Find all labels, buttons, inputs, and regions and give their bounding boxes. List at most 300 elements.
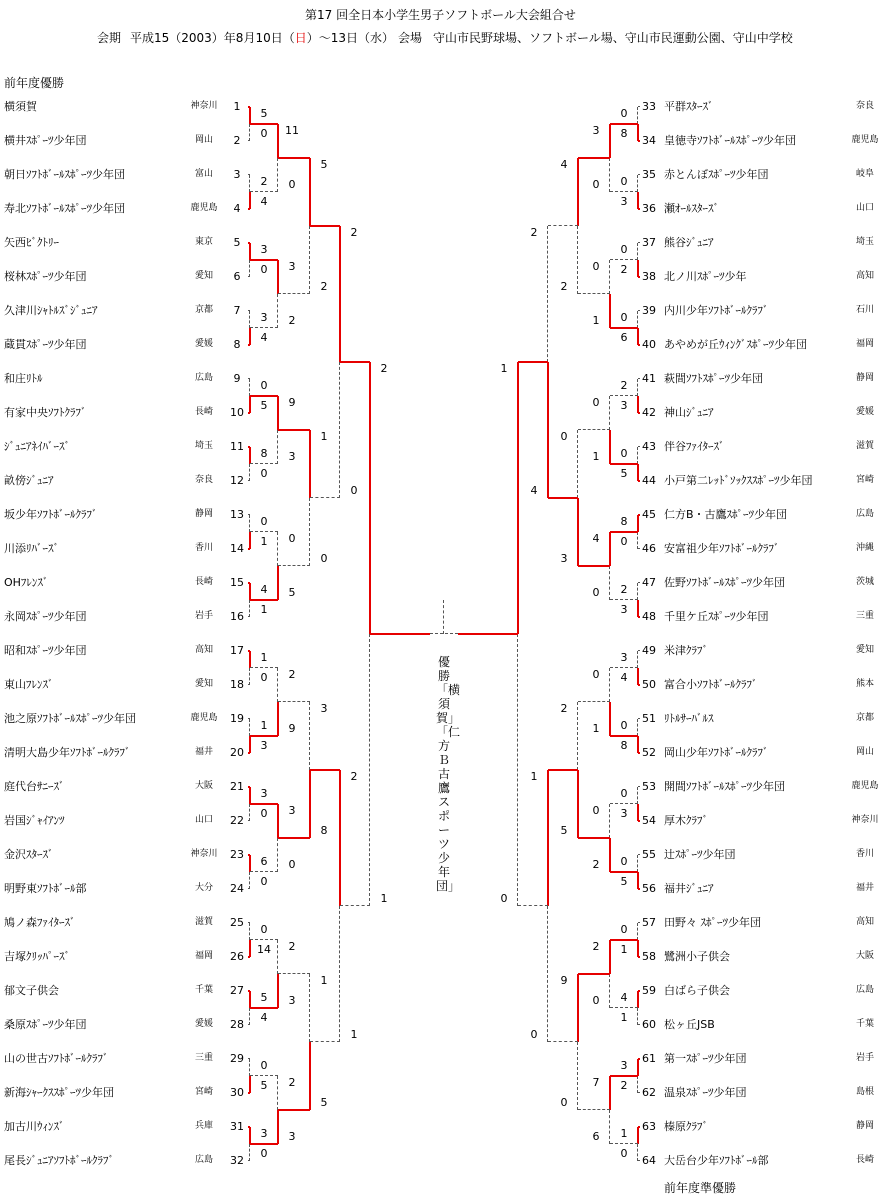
loser-line <box>609 396 610 430</box>
loser-line <box>610 599 638 600</box>
team-name: 山の世古ｿﾌﾄﾎﾞｰﾙｸﾗﾌﾞ <box>4 1052 109 1065</box>
team-prefecture: 静岡 <box>855 373 874 383</box>
team-name: 池之原ｿﾌﾄﾎﾞｰﾙｽﾎﾟｰﾂ少年団 <box>4 712 136 725</box>
team-prefecture: 広島 <box>194 1155 213 1165</box>
team-prefecture: 福岡 <box>194 951 213 961</box>
winner-line <box>637 668 639 685</box>
score: 0 <box>620 923 628 936</box>
team-number: 8 <box>233 338 241 351</box>
score: 4 <box>260 195 268 208</box>
team-name: 温泉ｽﾎﾟｰﾂ少年団 <box>664 1086 747 1099</box>
team-name: 鷺洲小子供会 <box>664 950 730 963</box>
venue-label: 会場 <box>398 31 423 45</box>
team-prefecture: 三重 <box>855 611 874 621</box>
team-name: 大岳台少年ｿﾌﾄﾎﾞｰﾙ部 <box>664 1154 769 1167</box>
score: 0 <box>260 807 268 820</box>
team-prefecture: 奈良 <box>855 101 874 111</box>
team-number: 3 <box>233 168 241 181</box>
loser-line <box>278 973 310 974</box>
loser-line <box>277 158 278 192</box>
winner-line <box>277 1110 279 1144</box>
score: 4 <box>260 331 268 344</box>
team-prefecture: 長崎 <box>855 1155 874 1165</box>
winner-line <box>610 735 638 737</box>
score: 2 <box>592 858 600 871</box>
team-number: 55 <box>642 848 656 861</box>
score: 0 <box>620 535 628 548</box>
team-number: 44 <box>642 474 656 487</box>
score: 1 <box>350 1028 358 1041</box>
team-number: 1 <box>233 100 241 113</box>
score: 0 <box>560 1096 568 1109</box>
loser-line <box>277 430 278 464</box>
winner-line <box>249 328 251 345</box>
score: 0 <box>560 430 568 443</box>
winner-line <box>370 633 430 635</box>
winner-line <box>637 464 639 481</box>
team-number: 2 <box>233 134 241 147</box>
winner-line <box>578 837 610 839</box>
loser-line <box>249 668 250 685</box>
loser-line <box>638 854 640 855</box>
team-number: 5 <box>233 236 241 249</box>
team-name: 鳩ノ森ﾌｧｲﾀｰｽﾞ <box>4 916 76 929</box>
score: 1 <box>320 974 328 987</box>
score: 0 <box>288 178 296 191</box>
winner-line <box>637 804 639 821</box>
score: 2 <box>620 1079 628 1092</box>
team-prefecture: 滋賀 <box>194 917 213 927</box>
loser-line <box>638 650 640 651</box>
team-name: 岩国ｼﾞｬｲｱﾝﾂ <box>4 814 65 827</box>
score: 0 <box>288 858 296 871</box>
score: 1 <box>620 943 628 956</box>
team-number: 52 <box>642 746 656 759</box>
team-name: 佐野ｿﾌﾄﾎﾞｰﾙｽﾎﾟｰﾂ少年団 <box>664 576 785 589</box>
sunday-mark: 日 <box>294 31 307 45</box>
winner-line <box>339 226 341 362</box>
score: 3 <box>260 311 268 324</box>
score: 4 <box>620 671 628 684</box>
loser-line <box>250 531 278 532</box>
score: 1 <box>620 1011 628 1024</box>
team-number: 45 <box>642 508 656 521</box>
winner-line <box>249 991 251 1008</box>
loser-line <box>638 1024 640 1025</box>
period-label: 会期 <box>97 31 122 45</box>
team-number: 16 <box>230 610 244 623</box>
score: 0 <box>260 1147 268 1160</box>
score: 0 <box>592 668 600 681</box>
loser-line <box>638 378 640 379</box>
winner-line <box>577 158 579 226</box>
team-number: 25 <box>230 916 244 929</box>
loser-line <box>278 293 310 294</box>
loser-line <box>577 226 578 294</box>
loser-line <box>609 1110 610 1144</box>
winner-line <box>249 855 251 872</box>
winner-line <box>637 124 639 141</box>
loser-line <box>339 362 340 498</box>
winner-line <box>249 396 251 413</box>
team-name: 白ばら子供会 <box>664 984 730 997</box>
winner-line <box>637 1059 639 1076</box>
winner-line <box>610 871 638 873</box>
loser-line <box>637 379 638 396</box>
loser-line <box>249 923 250 940</box>
team-name: 平群ｽﾀｰｽﾞ <box>664 100 714 113</box>
loser-line <box>637 447 638 464</box>
loser-line <box>637 107 638 124</box>
loser-line <box>637 787 638 804</box>
team-number: 32 <box>230 1154 244 1167</box>
team-number: 47 <box>642 576 656 589</box>
score: 3 <box>260 1127 268 1140</box>
score: 8 <box>260 447 268 460</box>
team-prefecture: 広島 <box>855 985 874 995</box>
team-number: 59 <box>642 984 656 997</box>
team-prefecture: 岩手 <box>194 611 213 621</box>
loser-line <box>610 191 638 192</box>
team-number: 37 <box>642 236 656 249</box>
team-prefecture: 沖縄 <box>855 543 874 553</box>
team-prefecture: 富山 <box>194 169 213 179</box>
loser-line <box>249 600 250 617</box>
winner-line <box>609 124 611 158</box>
winner-line <box>249 787 251 804</box>
team-number: 54 <box>642 814 656 827</box>
loser-line <box>610 259 638 260</box>
loser-line <box>637 243 638 260</box>
team-prefecture: 鹿児島 <box>851 781 879 791</box>
score: 2 <box>560 702 568 715</box>
loser-line <box>278 701 310 702</box>
team-number: 17 <box>230 644 244 657</box>
team-prefecture: 愛知 <box>194 271 213 281</box>
score: 0 <box>592 178 600 191</box>
team-number: 4 <box>233 202 241 215</box>
loser-line <box>250 1075 278 1076</box>
score: 5 <box>560 824 568 837</box>
score: 3 <box>620 399 628 412</box>
team-prefecture: 岐阜 <box>855 169 874 179</box>
loser-line <box>578 293 610 294</box>
loser-line <box>277 838 278 872</box>
score: 0 <box>620 447 628 460</box>
team-number: 61 <box>642 1052 656 1065</box>
team-prefecture: 宮崎 <box>194 1087 213 1097</box>
team-name: 矢西ﾋﾞｸﾄﾘｰ <box>4 236 59 249</box>
score: 1 <box>500 362 508 375</box>
score: 9 <box>560 974 568 987</box>
team-number: 21 <box>230 780 244 793</box>
winner-line <box>637 260 639 277</box>
team-number: 13 <box>230 508 244 521</box>
winner-line <box>340 361 370 363</box>
winner-line <box>609 1076 611 1110</box>
score: 5 <box>260 1079 268 1092</box>
loser-line <box>249 175 250 192</box>
team-number: 41 <box>642 372 656 385</box>
loser-line <box>609 668 610 702</box>
loser-line <box>249 124 250 141</box>
loser-line <box>278 565 310 566</box>
score: 2 <box>620 263 628 276</box>
team-prefecture: 宮崎 <box>855 475 874 485</box>
team-name: 清明大島少年ｿﾌﾄﾎﾞｰﾙｸﾗﾌﾞ <box>4 746 131 759</box>
score: 0 <box>350 484 358 497</box>
team-name: 厚木ｸﾗﾌﾞ <box>664 814 708 827</box>
winner-line <box>547 770 549 906</box>
loser-line <box>637 175 638 192</box>
team-prefecture: 愛媛 <box>194 1019 213 1029</box>
score: 0 <box>620 719 628 732</box>
team-name: 桑原ｽﾎﾟｰﾂ少年団 <box>4 1018 87 1031</box>
loser-line <box>578 701 610 702</box>
loser-line <box>249 1059 250 1076</box>
team-prefecture: 高知 <box>855 917 874 927</box>
team-prefecture: 東京 <box>194 237 213 247</box>
team-name: 吉塚ｸﾘｯﾊﾟｰｽﾞ <box>4 950 70 963</box>
loser-line <box>277 532 278 566</box>
team-name: 郁文子供会 <box>4 984 59 997</box>
winner-line <box>609 838 611 872</box>
team-number: 15 <box>230 576 244 589</box>
score: 3 <box>620 195 628 208</box>
team-name: 萩間ｿﾌﾄｽﾎﾟｰﾂ少年団 <box>664 372 763 385</box>
team-prefecture: 千葉 <box>855 1019 874 1029</box>
loser-line <box>250 871 278 872</box>
winner-line <box>518 361 548 363</box>
winner-line <box>277 124 279 158</box>
score: 2 <box>530 226 538 239</box>
team-prefecture: 岡山 <box>855 747 874 757</box>
team-name: 横井ｽﾎﾟｰﾂ少年団 <box>4 134 87 147</box>
team-number: 63 <box>642 1120 656 1133</box>
team-name: 加古川ｳｨﾝｽﾞ <box>4 1120 65 1133</box>
loser-line <box>610 803 638 804</box>
score: 1 <box>592 314 600 327</box>
team-prefecture: 岡山 <box>194 135 213 145</box>
winner-line <box>278 837 310 839</box>
team-name: 有家中央ｿﾌﾄｸﾗﾌﾞ <box>4 406 87 419</box>
score: 8 <box>620 127 628 140</box>
team-prefecture: 香川 <box>194 543 213 553</box>
score: 5 <box>620 467 628 480</box>
loser-line <box>638 1092 640 1093</box>
score: 5 <box>320 1096 328 1109</box>
score: 7 <box>592 1076 600 1089</box>
score: 0 <box>592 804 600 817</box>
score: 3 <box>288 804 296 817</box>
score: 0 <box>620 175 628 188</box>
winner-line <box>637 940 639 957</box>
team-number: 33 <box>642 100 656 113</box>
loser-line <box>638 786 640 787</box>
winner-line <box>278 429 310 431</box>
loser-line <box>249 311 250 328</box>
team-name: 赤とんぼｽﾎﾟｰﾂ少年団 <box>664 168 769 181</box>
team-prefecture: 奈良 <box>194 475 213 485</box>
loser-line <box>443 600 444 634</box>
winner-line <box>250 1007 278 1009</box>
winner-line <box>637 1127 639 1144</box>
team-name: 米津ｸﾗﾌﾞ <box>664 644 708 657</box>
score: 1 <box>592 450 600 463</box>
loser-line <box>637 719 638 736</box>
loser-line <box>609 566 610 600</box>
loser-line <box>309 702 310 770</box>
prev-runner-up-note: 前年度準優勝 <box>664 1181 737 1195</box>
loser-line <box>638 922 640 923</box>
score: 0 <box>620 107 628 120</box>
winner-line <box>637 515 639 532</box>
team-prefecture: 福井 <box>194 747 213 757</box>
team-number: 19 <box>230 712 244 725</box>
team-prefecture: 鹿児島 <box>190 203 218 213</box>
team-name: 新海ｼｬｰｸｽｽﾎﾟｰﾂ少年団 <box>4 1086 114 1099</box>
loser-line <box>577 1042 578 1110</box>
team-number: 24 <box>230 882 244 895</box>
team-name: 熊谷ｼﾞｭﾆｱ <box>664 236 714 249</box>
score: 8 <box>620 515 628 528</box>
winner-line <box>637 991 639 1008</box>
team-name: 東山ﾌﾚﾝｽﾞ <box>4 678 54 691</box>
team-prefecture: 愛媛 <box>855 407 874 417</box>
score: 0 <box>260 515 268 528</box>
score: 1 <box>380 892 388 905</box>
team-prefecture: 福井 <box>855 883 874 893</box>
score: 5 <box>620 875 628 888</box>
score: 5 <box>260 107 268 120</box>
loser-line <box>609 158 610 192</box>
winner-line <box>309 158 311 226</box>
score: 3 <box>288 994 296 1007</box>
team-prefecture: 長崎 <box>194 407 213 417</box>
team-name: 皇徳寺ｿﾌﾄﾎﾞｰﾙｽﾎﾟｰﾂ少年団 <box>664 134 796 147</box>
loser-line <box>249 719 250 736</box>
loser-line <box>250 667 278 668</box>
team-name: 昭和ｽﾎﾟｰﾂ少年団 <box>4 644 87 657</box>
loser-line <box>547 906 548 1042</box>
team-name: あやめが丘ｳｨﾝｸﾞｽﾎﾟｰﾂ少年団 <box>664 338 807 351</box>
winner-line <box>250 395 278 397</box>
winner-line <box>637 328 639 345</box>
winner-line <box>637 736 639 753</box>
loser-line <box>249 260 250 277</box>
loser-line <box>310 497 340 498</box>
winner-line <box>277 566 279 600</box>
loser-line <box>250 327 278 328</box>
team-name: ﾘﾄﾙｻｰﾊﾞﾙｽ <box>664 712 714 725</box>
team-prefecture: 三重 <box>194 1053 213 1063</box>
team-number: 26 <box>230 950 244 963</box>
team-prefecture: 愛媛 <box>194 339 213 349</box>
score: 2 <box>350 226 358 239</box>
winner-line <box>609 940 611 974</box>
score: 9 <box>288 396 296 409</box>
loser-line <box>610 1007 638 1008</box>
score: 3 <box>620 603 628 616</box>
period-end: ）～13日（水） <box>306 31 395 45</box>
team-name: 瀬ｵｰﾙｽﾀｰｽﾞ <box>664 202 719 215</box>
loser-line <box>638 446 640 447</box>
score: 3 <box>592 124 600 137</box>
team-number: 9 <box>233 372 241 385</box>
winner-line <box>610 531 638 533</box>
team-number: 12 <box>230 474 244 487</box>
loser-line <box>637 583 638 600</box>
winner-line <box>249 107 251 124</box>
loser-line <box>277 940 278 974</box>
team-number: 46 <box>642 542 656 555</box>
winner-line <box>577 498 579 566</box>
winner-line <box>547 362 549 498</box>
loser-line <box>250 463 278 464</box>
loser-line <box>637 532 638 549</box>
team-name: 和庄ﾘﾄﾙ <box>4 372 43 385</box>
score: 0 <box>260 671 268 684</box>
winner-line <box>250 735 278 737</box>
winner-line <box>578 565 610 567</box>
team-name: 永岡ｽﾎﾟｰﾂ少年団 <box>4 610 87 623</box>
team-name: 辻ｽﾎﾟｰﾂ少年団 <box>664 848 736 861</box>
team-number: 51 <box>642 712 656 725</box>
team-name: 横須賀 <box>4 100 37 113</box>
score: 0 <box>592 586 600 599</box>
team-number: 62 <box>642 1086 656 1099</box>
score: 14 <box>257 943 271 956</box>
team-prefecture: 埼玉 <box>855 237 874 247</box>
team-prefecture: 熊本 <box>855 679 874 689</box>
winner-line <box>637 872 639 889</box>
loser-line <box>609 804 610 838</box>
loser-line <box>249 1144 250 1161</box>
team-name: 内川少年ｿﾌﾄﾎﾞｰﾙｸﾗﾌﾞ <box>664 304 769 317</box>
team-number: 60 <box>642 1018 656 1031</box>
winner-line <box>250 1143 278 1145</box>
team-number: 34 <box>642 134 656 147</box>
team-name: 尾長ｼﾞｭﾆｱｿﾌﾄﾎﾞｰﾙｸﾗﾌﾞ <box>4 1154 114 1167</box>
team-name: ｼﾞｭﾆｱﾈｲﾊﾞｰｽﾞ <box>4 440 70 453</box>
team-number: 53 <box>642 780 656 793</box>
score: 2 <box>380 362 388 375</box>
score: 6 <box>592 1130 600 1143</box>
winner-line <box>637 600 639 617</box>
score: 3 <box>260 739 268 752</box>
score: 0 <box>260 127 268 140</box>
team-name: 田野々 ｽﾎﾟｰﾂ少年団 <box>664 916 761 929</box>
team-prefecture: 大阪 <box>855 951 874 961</box>
team-prefecture: 愛知 <box>855 645 874 655</box>
winner-line <box>310 769 340 771</box>
score: 1 <box>530 770 538 783</box>
loser-line <box>310 1041 340 1042</box>
team-name: 富合小ｿﾌﾄﾎﾞｰﾙｸﾗﾌﾞ <box>664 678 758 691</box>
score: 1 <box>592 722 600 735</box>
team-name: 第一ｽﾎﾟｰﾂ少年団 <box>664 1052 747 1065</box>
team-name: 松ヶ丘JSB <box>664 1018 715 1031</box>
winner-line <box>277 702 279 736</box>
score: 2 <box>288 940 296 953</box>
winner-line <box>610 1075 638 1077</box>
winner-line <box>277 396 279 430</box>
score: 4 <box>530 484 538 497</box>
team-name: 庭代台ｻﾆｰｽﾞ <box>4 780 65 793</box>
loser-line <box>638 174 640 175</box>
winner-line <box>249 243 251 260</box>
loser-line <box>249 515 250 532</box>
